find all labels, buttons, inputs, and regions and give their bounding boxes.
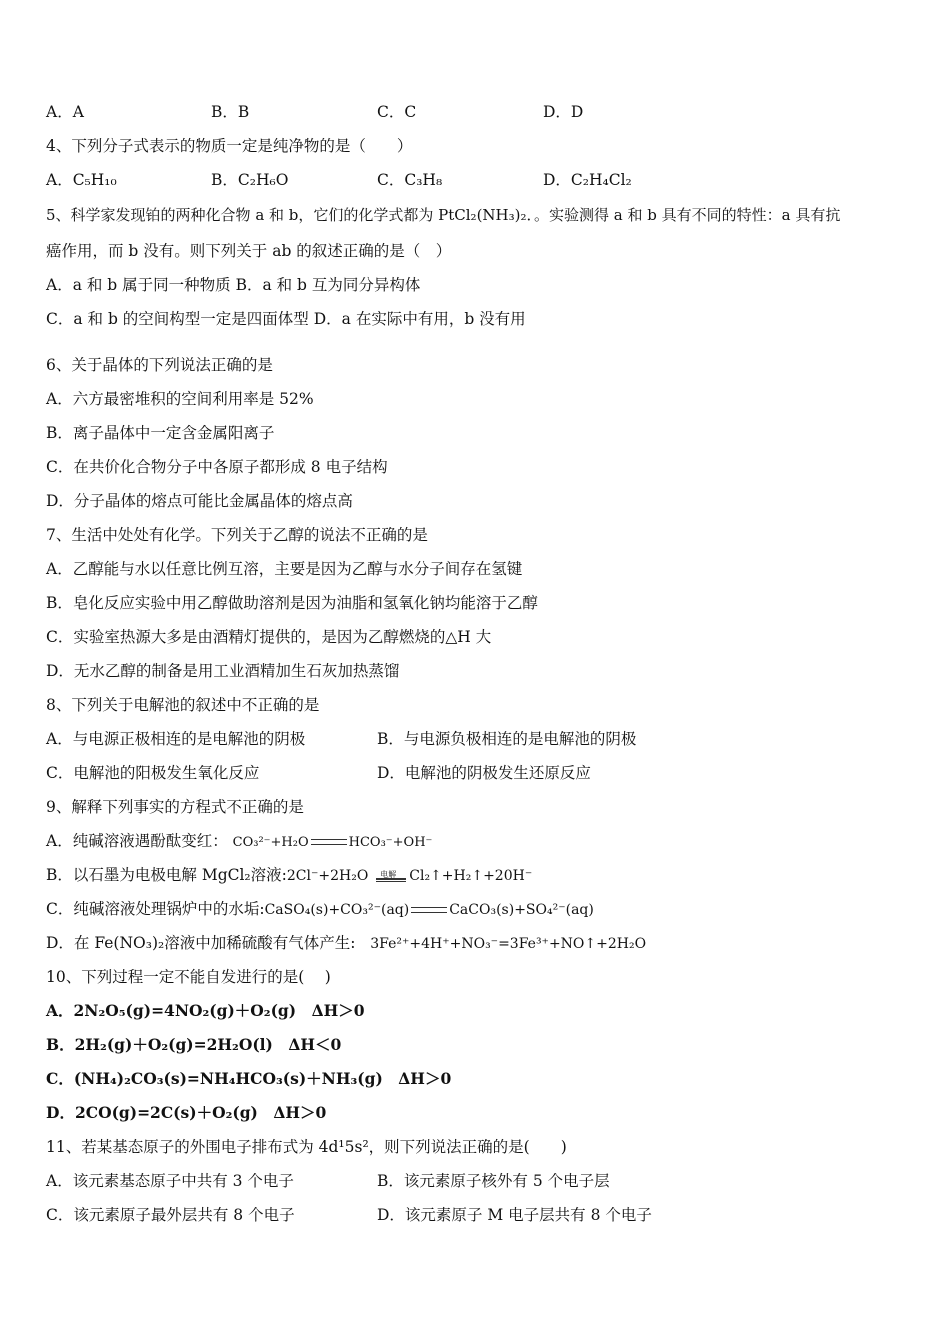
q8-option-c: C．电解池的阳极发生氧化反应 — [46, 764, 260, 782]
equilibrium-arrow-icon — [311, 837, 347, 847]
q9-d-equation: 3Fe²⁺+4H⁺+NO₃⁻=3Fe³⁺+NO↑+2H₂O — [370, 936, 647, 952]
q10-option-d: D．2CO(g)=2C(s)＋O₂(g) ΔH＞0 — [46, 1103, 327, 1122]
q4-option-d: D．C₂H₄Cl₂ — [543, 171, 632, 189]
q5-stem-line1: 5、科学家发现铂的两种化合物 a 和 b，它们的化学式都为 PtCl₂(NH₃)₂．。实验测得 a 和 b 具有不同的特性：a 具有抗 — [46, 206, 841, 224]
q7-option-a: A．乙醇能与水以任意比例互溶，主要是因为乙醇与水分子间存在氢键 — [46, 560, 523, 578]
electrolysis-condition: 电解 — [380, 870, 397, 879]
q4-option-c: C．C₃H₈ — [377, 171, 443, 189]
q8-option-a: A．与电源正极相连的是电解池的阴极 — [46, 730, 306, 748]
q6-option-a: A．六方最密堆积的空间利用率是 52% — [46, 390, 314, 408]
q9-b-rhs: Cl₂↑+H₂↑+20H⁻ — [409, 868, 533, 884]
q9-b-lhs: 2Cl⁻+2H₂O — [286, 868, 369, 884]
q6-stem: 6、关于晶体的下列说法正确的是 — [46, 356, 273, 374]
q9-c-rhs: CaCO₃(s)+SO₄²⁻(aq) — [449, 902, 594, 918]
q6-option-d: D．分子晶体的熔点可能比金属晶体的熔点高 — [46, 492, 353, 510]
q11-option-d: D．该元素原子 M 电子层共有 8 个电子 — [377, 1206, 652, 1224]
q9-c-lhs: CaSO₄(s)+CO₃²⁻(aq) — [264, 902, 410, 918]
q7-stem: 7、生活中处处有化学。下列关于乙醇的说法不正确的是 — [46, 526, 428, 544]
q8-option-d: D．电解池的阴极发生还原反应 — [377, 764, 591, 782]
q8-stem: 8、下列关于电解池的叙述中不正确的是 — [46, 696, 320, 714]
q10-option-c: C．(NH₄)₂CO₃(s)=NH₄HCO₃(s)＋NH₃(g) ΔH＞0 — [46, 1069, 452, 1088]
q9-option-b — [46, 865, 532, 886]
q7-option-b: B．皂化反应实验中用乙醇做助溶剂是因为油脂和氢氧化钠均能溶于乙醇 — [46, 594, 538, 612]
q5-options-ab: A．a 和 b 属于同一种物质 B．a 和 b 互为同分异构体 — [46, 276, 421, 294]
q3-option-d: D．D — [543, 103, 584, 121]
q5-stem-line2: 癌作用，而 b 没有。则下列关于 ab 的叙述正确的是（ ） — [46, 242, 452, 260]
q8-option-b: B．与电源负极相连的是电解池的阴极 — [377, 730, 637, 748]
q6-option-b: B．离子晶体中一定含金属阳离子 — [46, 424, 275, 442]
q10-option-a: A．2N₂O₅(g)=4NO₂(g)＋O₂(g) ΔH＞0 — [46, 1001, 365, 1020]
q4-option-a: A．C₅H₁₀ — [46, 171, 117, 189]
equilibrium-arrow-icon — [411, 905, 447, 915]
q11-option-b: B．该元素原子核外有 5 个电子层 — [377, 1172, 610, 1190]
q4-stem: 4、下列分子式表示的物质一定是纯净物的是（ ） — [46, 137, 413, 155]
q10-option-b: B．2H₂(g)＋O₂(g)=2H₂O(l) ΔH＜0 — [46, 1035, 342, 1054]
q7-option-c: C．实验室热源大多是由酒精灯提供的，是因为乙醇燃烧的△H 大 — [46, 628, 492, 646]
q9-option-a — [46, 831, 432, 853]
q9-a-text: A．纯碱溶液遇酚酞变红： — [46, 832, 228, 850]
q9-d-text: D．在 Fe(NO₃)₂溶液中加稀硫酸有气体产生: — [46, 934, 356, 952]
q9-b-text: B．以石墨为电极电解 MgCl₂溶液: — [46, 866, 287, 884]
q9-c-text: C．纯碱溶液处理锅炉中的水垢: — [46, 900, 265, 918]
q10-stem: 10、下列过程一定不能自发进行的是( ) — [46, 968, 331, 986]
q3-option-b: B．B — [211, 103, 250, 121]
q9-option-d — [46, 933, 646, 954]
q9-option-c — [46, 899, 594, 920]
q4-option-b: B．C₂H₆O — [211, 171, 289, 189]
q11-option-c: C．该元素原子最外层共有 8 个电子 — [46, 1206, 295, 1224]
q9-a-rhs: HCO₃⁻+OH⁻ — [348, 835, 433, 850]
q11-stem: 11、若某基态原子的外围电子排布式为 4d¹5s²，则下列说法正确的是( ) — [46, 1138, 567, 1156]
q7-option-d: D．无水乙醇的制备是用工业酒精加生石灰加热蒸馏 — [46, 662, 400, 680]
q3-option-a: A．A — [46, 103, 84, 121]
q6-option-c: C．在共价化合物分子中各原子都形成 8 电子结构 — [46, 458, 388, 476]
q9-stem: 9、解释下列事实的方程式不正确的是 — [46, 798, 304, 816]
q9-a-lhs: CO₃²⁻+H₂O — [232, 835, 309, 850]
electrolysis-arrow-icon — [376, 869, 406, 883]
q5-options-cd: C．a 和 b 的空间构型一定是四面体型 D．a 在实际中有用，b 没有用 — [46, 310, 526, 328]
q3-option-c: C．C — [377, 103, 417, 121]
q11-option-a: A．该元素基态原子中共有 3 个电子 — [46, 1172, 294, 1190]
